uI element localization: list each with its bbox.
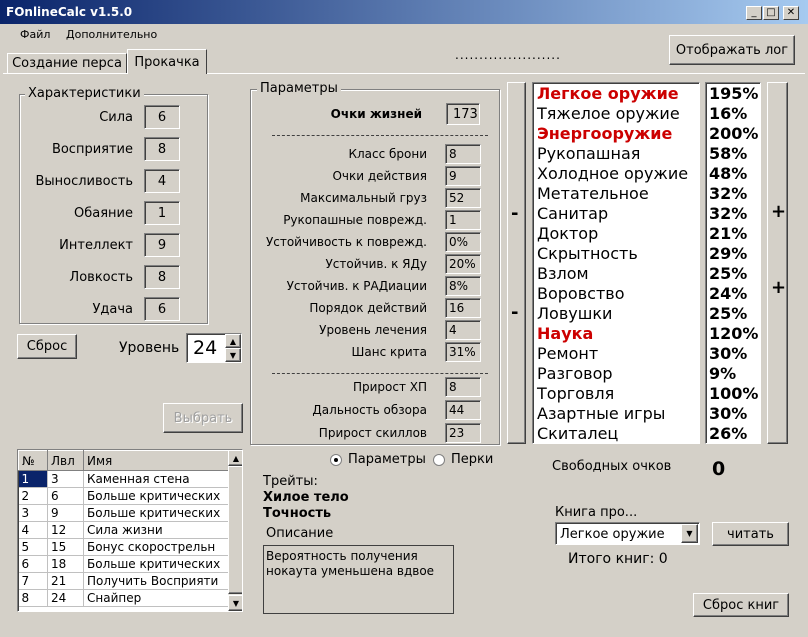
stat-value-intelligence: 9	[144, 233, 180, 257]
view-perks-radio[interactable]	[433, 452, 493, 467]
skills-values-list	[705, 82, 761, 444]
table-cell: 4	[19, 522, 48, 539]
book-select-value: Легкое оружие	[560, 527, 665, 542]
param-value: 1	[445, 210, 481, 230]
param-value: 52	[445, 188, 481, 208]
free-points-label: Свободных очков	[552, 459, 672, 474]
table-cell: 1	[19, 471, 48, 488]
skill-value: 200%	[709, 124, 759, 143]
table-cell: 18	[48, 556, 84, 573]
table-cell: 21	[48, 573, 84, 590]
skill-name[interactable]: Санитар	[537, 204, 609, 223]
stat-label-strength: Сила	[99, 110, 133, 125]
hp-label: Очки жизней	[330, 107, 422, 121]
radio-unselected-icon[interactable]	[433, 454, 445, 466]
skill-name[interactable]: Доктор	[537, 224, 599, 243]
skill-value: 100%	[709, 384, 759, 403]
perks-header-number[interactable]: №	[19, 451, 48, 471]
perks-header-name[interactable]: Имя	[84, 451, 229, 471]
traits-label: Трейты:	[263, 474, 318, 489]
perks-header-level[interactable]: Лвл	[48, 451, 84, 471]
view-params-radio[interactable]	[330, 452, 426, 467]
free-points-value: 0	[712, 458, 726, 480]
param-value: 20%	[445, 254, 481, 274]
skill-value: 21%	[709, 224, 748, 243]
special-title: Характеристики	[25, 86, 144, 101]
table-cell: Сила жизни	[84, 522, 229, 539]
param-value: 8%	[445, 276, 481, 296]
table-row[interactable]	[19, 556, 229, 573]
stat-value-luck: 6	[144, 297, 180, 321]
skill-name[interactable]: Воровство	[537, 284, 625, 303]
show-log-button[interactable]: Отображать лог	[669, 35, 795, 65]
table-cell: 15	[48, 539, 84, 556]
trait-item: Точность	[263, 506, 332, 521]
reset-button[interactable]: Сброс	[17, 334, 77, 359]
book-select[interactable]	[555, 522, 700, 545]
skill-minus-label-1: -	[511, 203, 519, 224]
tab-leveling[interactable]: Прокачка	[127, 49, 207, 74]
level-label: Уровень	[119, 340, 180, 356]
level-spinner[interactable]	[186, 333, 242, 363]
hp-value: 173	[446, 103, 480, 125]
table-row[interactable]	[19, 471, 229, 488]
title-bar	[0, 0, 808, 24]
param-label: Устойчив. к РАДиации	[286, 279, 427, 293]
skill-value: 25%	[709, 264, 748, 283]
param-label: Прирост скиллов	[318, 426, 427, 440]
param-value: 9	[445, 166, 481, 186]
skill-name[interactable]: Метательное	[537, 184, 649, 203]
trait-item: Хилое тело	[263, 490, 349, 505]
window-title: FOnlineCalc v1.5.0	[6, 5, 133, 19]
params-divider-1	[272, 135, 488, 136]
skill-value: 25%	[709, 304, 748, 323]
table-cell: 3	[19, 505, 48, 522]
table-row[interactable]	[19, 539, 229, 556]
view-perks-label: Перки	[451, 452, 494, 467]
skill-name[interactable]: Взлом	[537, 264, 589, 283]
table-cell: 9	[48, 505, 84, 522]
read-button[interactable]: читать	[712, 522, 789, 546]
param-label: Порядок действий	[309, 301, 427, 315]
scroll-down-icon[interactable]: ▼	[228, 595, 243, 611]
skill-value: 32%	[709, 184, 748, 203]
perks-table[interactable]	[17, 449, 243, 612]
stat-value-charisma: 1	[144, 201, 180, 225]
description-box: Вероятность получения нокаута уменьшена вдвое	[263, 545, 454, 614]
skill-plus-label-2: +	[771, 277, 787, 298]
level-up-button[interactable]: ▲	[225, 334, 241, 348]
table-row[interactable]	[19, 590, 229, 607]
param-value: 31%	[445, 342, 481, 362]
table-cell: Больше критических	[84, 556, 229, 573]
table-row[interactable]	[19, 488, 229, 505]
param-label: Очки действия	[332, 169, 427, 183]
level-value: 24	[193, 337, 218, 359]
skill-name[interactable]: Скиталец	[537, 424, 619, 443]
close-button[interactable]: ✕	[783, 6, 799, 20]
param-value: 8	[445, 144, 481, 164]
menu-file[interactable]: Файл	[20, 28, 51, 41]
skill-value: 29%	[709, 244, 748, 263]
skill-value: 32%	[709, 204, 748, 223]
choose-button[interactable]: Выбрать	[163, 403, 243, 433]
stat-label-charisma: Обаяние	[74, 206, 133, 221]
param-label: Шанс крита	[351, 345, 427, 359]
skill-name[interactable]: Ловушки	[537, 304, 613, 323]
stat-value-endurance: 4	[144, 169, 180, 193]
skills-list[interactable]	[532, 82, 700, 444]
param-value: 44	[445, 400, 481, 420]
table-cell: 24	[48, 590, 84, 607]
skill-value: 30%	[709, 344, 748, 363]
radio-selected-icon[interactable]	[330, 454, 342, 466]
skill-value: 58%	[709, 144, 748, 163]
param-label: Максимальный груз	[300, 191, 427, 205]
param-value: 8	[445, 377, 481, 397]
skill-plus-button[interactable]	[767, 82, 788, 444]
params-divider-2	[272, 373, 488, 374]
minimize-button[interactable]: _	[746, 6, 762, 20]
skill-value: 24%	[709, 284, 748, 303]
param-label: Прирост ХП	[352, 380, 427, 394]
skill-name[interactable]: Торговля	[537, 384, 615, 403]
table-cell: 2	[19, 488, 48, 505]
perks-scrollbar[interactable]	[228, 450, 243, 612]
skill-plus-label-1: +	[771, 201, 787, 222]
skill-value: 120%	[709, 324, 759, 343]
table-cell: 3	[48, 471, 84, 488]
skill-minus-button[interactable]	[507, 82, 526, 444]
stat-label-perception: Восприятие	[51, 142, 133, 157]
view-params-label: Параметры	[348, 452, 426, 467]
table-cell: Больше критических	[84, 488, 229, 505]
skill-name[interactable]: Тяжелое оружие	[537, 104, 680, 123]
stat-value-strength: 6	[144, 105, 180, 129]
table-cell: Каменная стена	[84, 471, 229, 488]
table-cell: Снайпер	[84, 590, 229, 607]
skill-value: 26%	[709, 424, 748, 443]
table-row[interactable]	[19, 522, 229, 539]
table-cell: 7	[19, 573, 48, 590]
skill-minus-label-2: -	[511, 302, 519, 323]
skill-value: 16%	[709, 104, 748, 123]
skill-value: 195%	[709, 84, 759, 103]
stat-label-intelligence: Интеллект	[59, 238, 133, 253]
skill-value: 9%	[709, 364, 737, 383]
stat-label-luck: Удача	[92, 302, 133, 317]
param-label: Устойчив. к ЯДу	[325, 257, 427, 271]
stat-label-endurance: Выносливость	[35, 174, 133, 189]
skill-name[interactable]: Легкое оружие	[537, 84, 679, 103]
stat-label-agility: Ловкость	[69, 270, 133, 285]
param-label: Дальность обзора	[312, 403, 427, 417]
skill-name[interactable]: Ремонт	[537, 344, 599, 363]
scroll-up-icon[interactable]: ▲	[228, 450, 243, 466]
skill-name[interactable]: Энергооружие	[537, 124, 673, 143]
param-value: 0%	[445, 232, 481, 252]
table-cell: 5	[19, 539, 48, 556]
tab-panel-border	[3, 73, 805, 74]
skill-name[interactable]: Наука	[537, 324, 594, 343]
param-value: 23	[445, 423, 481, 443]
books-total: Итого книг: 0	[568, 551, 668, 567]
param-label: Устойчивость к поврежд.	[265, 235, 427, 249]
maximize-button[interactable]: □	[763, 6, 779, 20]
table-cell: Бонус скорострельн	[84, 539, 229, 556]
tab-create-character[interactable]: Создание перса	[7, 53, 127, 73]
skill-name[interactable]: Холодное оружие	[537, 164, 689, 183]
table-cell: Больше критических	[84, 505, 229, 522]
table-cell: 12	[48, 522, 84, 539]
param-label: Класс брони	[348, 147, 427, 161]
books-label: Книга про...	[555, 505, 638, 520]
skill-name[interactable]: Азартные игры	[537, 404, 666, 423]
table-row[interactable]	[19, 573, 229, 590]
table-row[interactable]	[19, 505, 229, 522]
param-label: Уровень лечения	[319, 323, 427, 337]
params-title: Параметры	[257, 81, 341, 96]
description-label: Описание	[266, 526, 334, 541]
level-down-button[interactable]: ▼	[225, 348, 241, 362]
skill-value: 48%	[709, 164, 748, 183]
skill-value: 30%	[709, 404, 748, 423]
param-value: 16	[445, 298, 481, 318]
table-cell: 6	[48, 488, 84, 505]
stat-value-perception: 8	[144, 137, 180, 161]
skill-name[interactable]: Скрытность	[537, 244, 638, 263]
table-cell: 8	[19, 590, 48, 607]
skill-name[interactable]: Рукопашная	[537, 144, 641, 163]
menu-extra[interactable]: Дополнительно	[66, 28, 158, 41]
skill-name[interactable]: Разговор	[537, 364, 613, 383]
param-label: Рукопашные поврежд.	[283, 213, 427, 227]
stat-value-agility: 8	[144, 265, 180, 289]
param-value: 4	[445, 320, 481, 340]
table-cell: Получить Восприяти	[84, 573, 229, 590]
chevron-down-icon[interactable]: ▼	[681, 524, 698, 543]
table-cell: 6	[19, 556, 48, 573]
dots-label: ......................	[455, 48, 561, 62]
reset-books-button[interactable]: Сброс книг	[693, 593, 789, 617]
scroll-thumb[interactable]	[228, 466, 243, 594]
